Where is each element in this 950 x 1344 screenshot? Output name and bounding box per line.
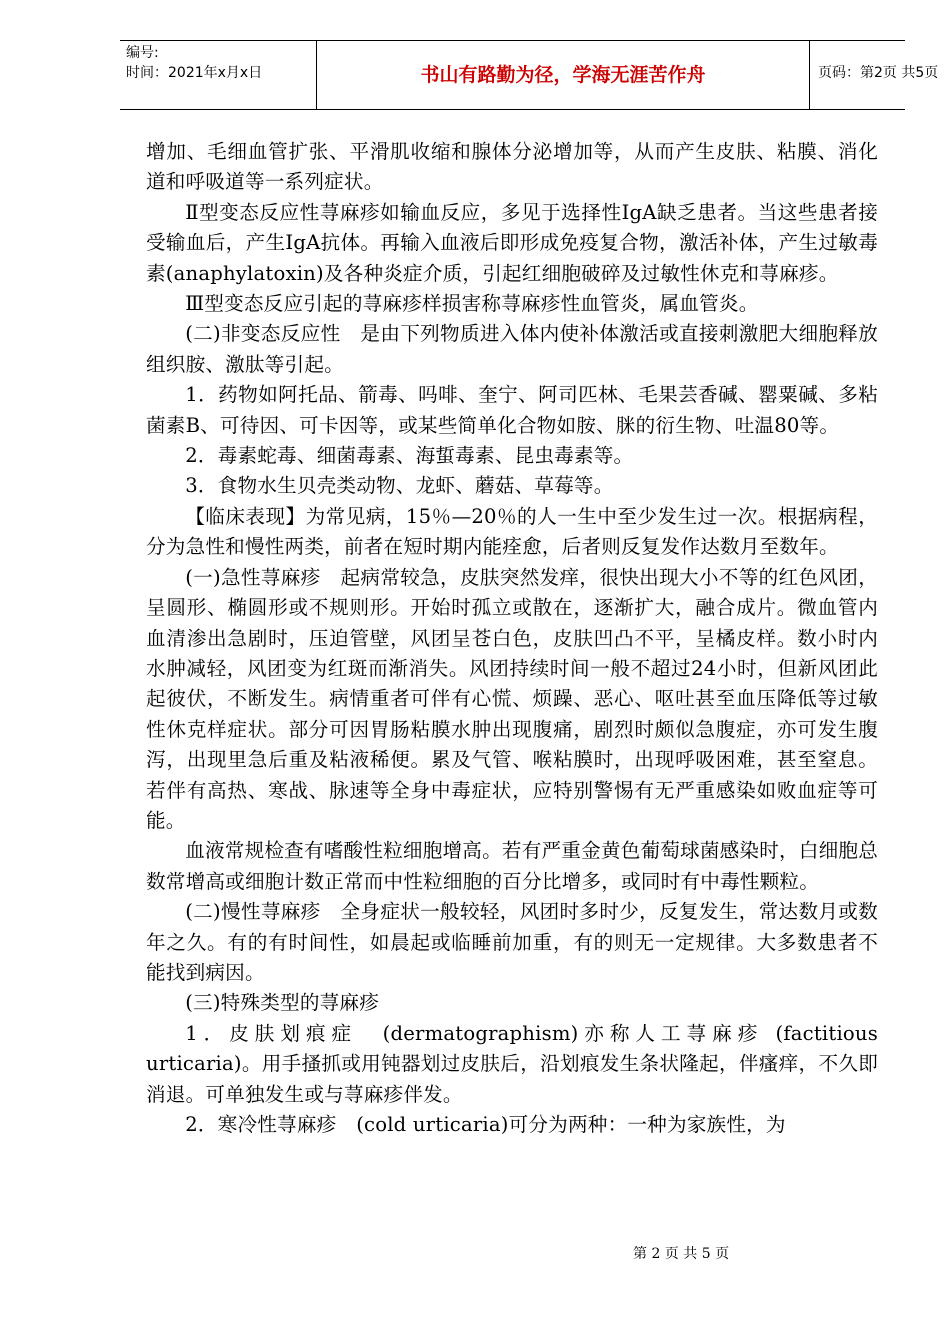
body-paragraph: 增加、毛细血管扩张、平滑肌收缩和腺体分泌增加等，从而产生皮肤、粘膜、消化道和呼吸道等一系列症状。 bbox=[146, 140, 878, 194]
body-paragraph: Ⅲ型变态反应引起的荨麻疹样损害称荨麻疹性血管炎，属血管炎。 bbox=[185, 292, 759, 316]
body-paragraph: (一)急性荨麻疹 起病常较急，皮肤突然发痒，很快出现大小不等的红色风团，呈圆形、椭圆形或不规则形。开始时孤立或散在，逐渐扩大，融合成片。微血管内血清渗出急剧时，压迫管壁，风团呈苍白色，皮肤凹凸不平，呈橘皮样。数小时内水肿减轻，风团变为红斑而渐消失。风团持续时间一般不超过24小时，但新风团此起彼伏，不断发生。病情重者可伴有心慌、烦躁、恶心、呕吐甚至血压降低等过敏性休克样症状。部分可因胃肠粘膜水肿出现腹痛，剧烈时颇似急腹症，亦可发生腹泻，出现里急后重及粘液稀便。累及气管、喉粘膜时，出现呼吸困难，甚至窒息。若伴有高热、寒战、脉速等全身中毒症状，应特别警惕有无严重感染如败血症等可能。 bbox=[146, 565, 878, 832]
body-paragraph: 1．皮肤划痕症 (dermatographism)亦称人工荨麻疹 (factitious urticaria)。用手搔抓或用钝器划过皮肤后，沿划痕发生条状隆起，伴瘙痒，不久即消退。可单独发生或与荨麻疹伴发。 bbox=[146, 1021, 878, 1106]
header-page-cell bbox=[810, 41, 939, 109]
page-header bbox=[120, 40, 939, 110]
header-page-number: 页码：第2页 共5页 bbox=[818, 65, 939, 81]
body-paragraph: 血液常规检查有嗜酸性粒细胞增高。若有严重金黄色葡萄球菌感染时，白细胞总数常增高或细胞计数正常而中性粒细胞的百分比增多，或同时有中毒性颗粒。 bbox=[146, 839, 878, 893]
footer-page-number: 第 2 页 共 5 页 bbox=[633, 1246, 730, 1262]
document-code-label: 编号: bbox=[126, 45, 159, 61]
document-body bbox=[146, 137, 878, 1140]
body-paragraph: 2．毒素蛇毒、细菌毒素、海蜇毒素、昆虫毒素等。 bbox=[185, 444, 634, 468]
body-paragraph: 2．寒冷性荨麻疹 (cold urticaria)可分为两种：一种为家族性，为 bbox=[185, 1113, 786, 1136]
body-paragraph: Ⅱ型变态反应性荨麻疹如输血反应，多见于选择性IgA缺乏患者。当这些患者接受输血后，产生IgA抗体。再输入血液后即形成免疫复合物，激活补体，产生过敏毒素(anaphylatoxin)及各种炎症介质，引起红细胞破碎及过敏性休克和荨麻疹。 bbox=[146, 200, 878, 285]
body-paragraph: 3．食物水生贝壳类动物、龙虾、蘑菇、草莓等。 bbox=[185, 474, 614, 498]
body-paragraph: 【临床表现】为常见病，15％—20％的人一生中至少发生过一次。根据病程，分为急性和慢性两类，前者在短时期内能痊愈，后者则反复发作达数月至数年。 bbox=[146, 504, 878, 559]
body-paragraph: (二)慢性荨麻疹 全身症状一般较轻，风团时多时少，反复发生，常达数月或数年之久。有的有时间性，如晨起或临睡前加重，有的则无一定规律。大多数患者不能找到病因。 bbox=[146, 900, 878, 984]
header-motto: 书山有路勤为径，学海无涯苦作舟 bbox=[420, 64, 706, 86]
body-paragraph: (二)非变态反应性 是由下列物质进入体内使补体激活或直接刺激肥大细胞释放组织胺、激肽等引起。 bbox=[146, 322, 878, 376]
body-paragraph: (三)特殊类型的荨麻疹 bbox=[185, 991, 380, 1015]
header-meta-cell bbox=[120, 41, 316, 109]
body-paragraph: 1．药物如阿托品、箭毒、吗啡、奎宁、阿司匹林、毛果芸香碱、罂粟碱、多粘菌素B、可待因、可卡因等，或某些简单化合物如胺、脒的衍生物、吐温80等。 bbox=[146, 383, 878, 437]
header-motto-cell bbox=[316, 41, 810, 109]
document-time-label: 时间：2021年x月x日 bbox=[126, 65, 263, 81]
